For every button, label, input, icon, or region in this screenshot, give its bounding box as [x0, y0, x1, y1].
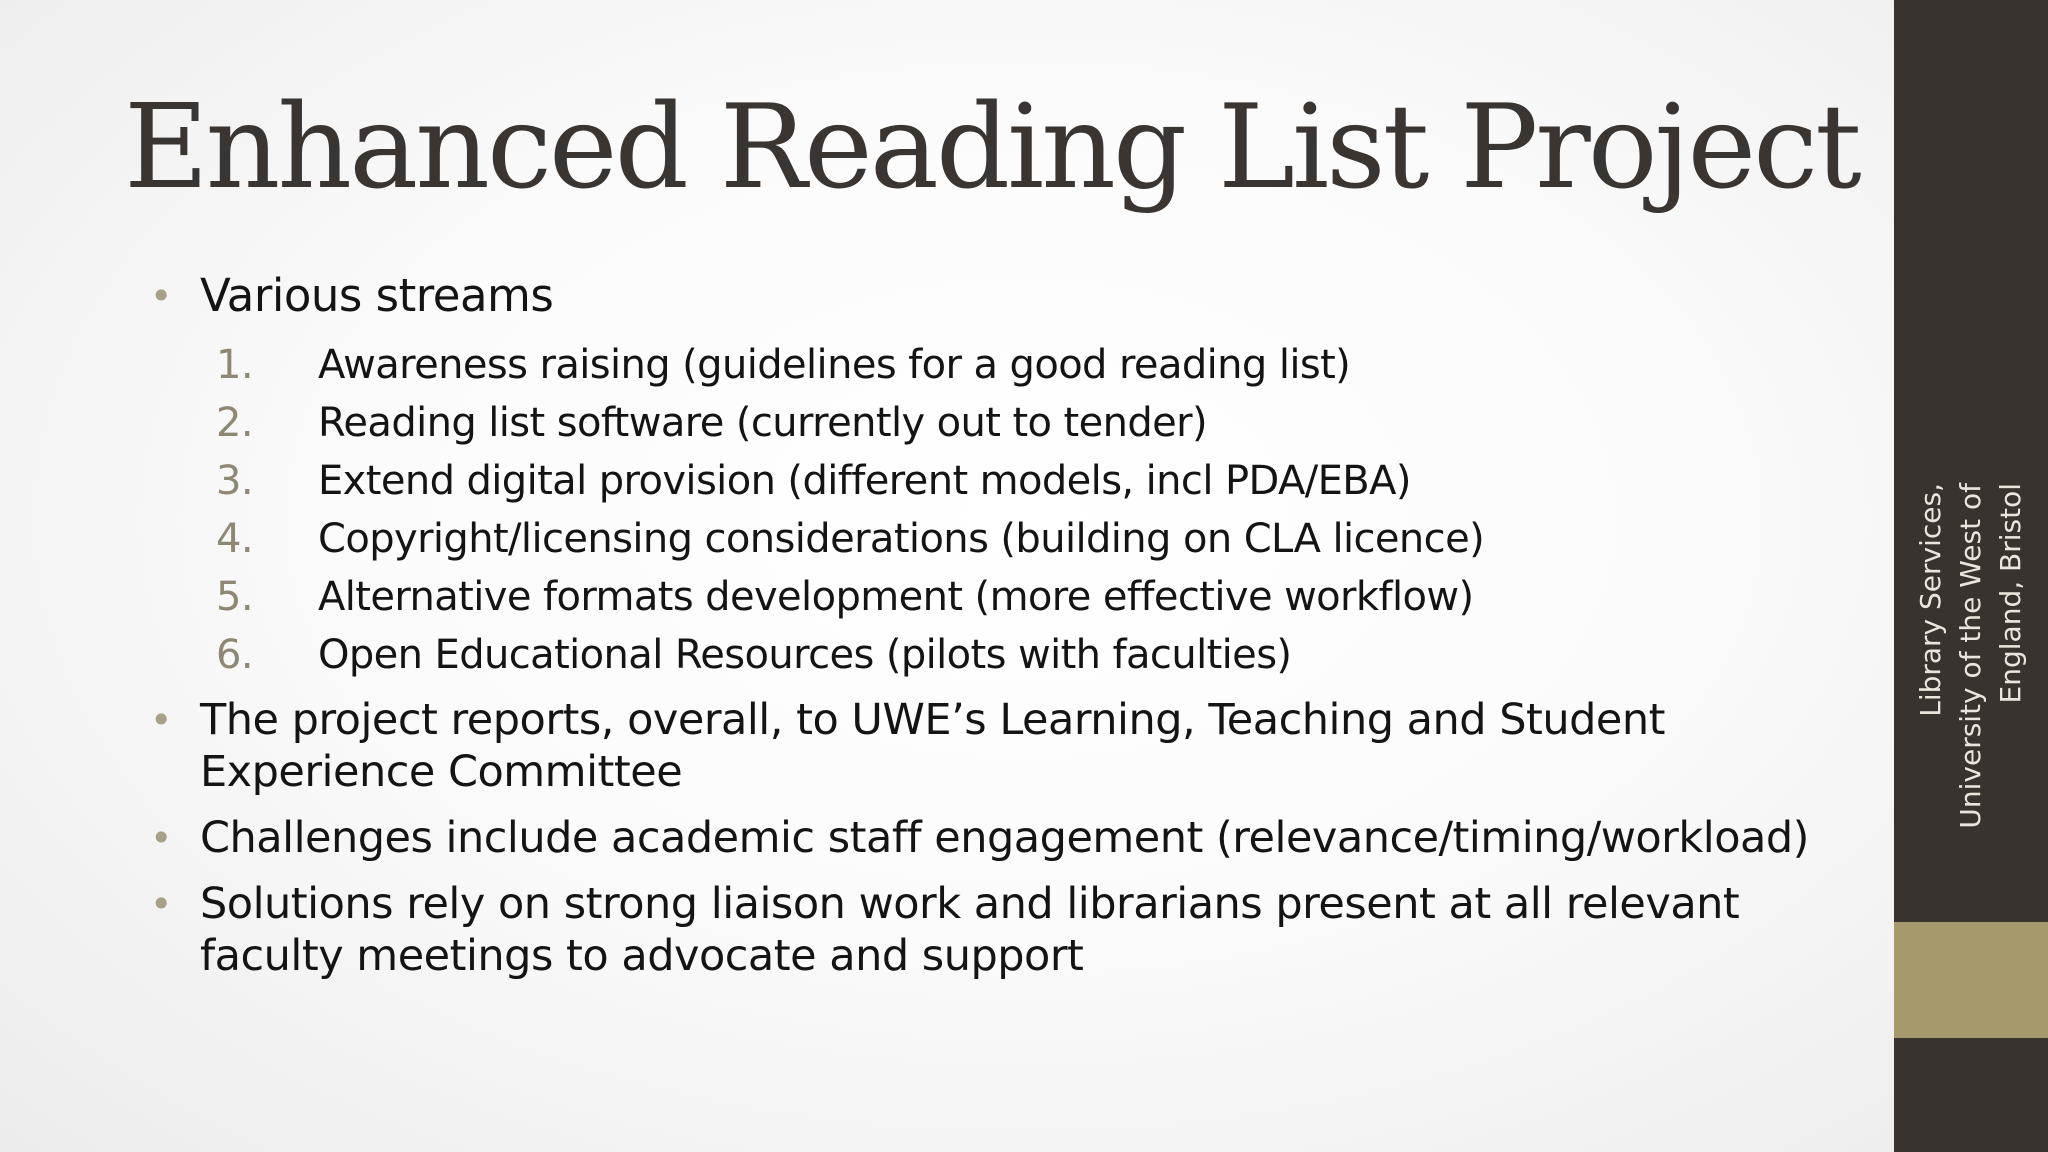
- stream-item: [216, 626, 1866, 684]
- stream-text: Copyright/licensing considerations (building on CLA licence): [318, 516, 1485, 562]
- streams-list: [216, 336, 1866, 684]
- stream-item: [216, 510, 1866, 568]
- bullet-text: Various streams: [200, 269, 554, 322]
- stream-item: [216, 336, 1866, 394]
- bullet-item: [146, 812, 1866, 864]
- stream-number: 2.: [216, 400, 253, 446]
- stream-item: [216, 452, 1866, 510]
- sidebar-line: Library Services,: [1914, 483, 1947, 717]
- bullet-dot-icon: •: [150, 274, 172, 318]
- stream-number: 3.: [216, 458, 253, 504]
- sidebar-line: England, Bristol: [1994, 483, 2027, 704]
- bullet-text: Challenges include academic staff engagement (relevance/timing/workload): [200, 813, 1809, 863]
- slide-content: [146, 270, 1866, 996]
- bullet-item: [146, 694, 1866, 798]
- stream-number: 6.: [216, 632, 253, 678]
- stream-text: Open Educational Resources (pilots with faculties): [318, 632, 1292, 678]
- bullet-dot-icon: •: [150, 816, 172, 860]
- stream-item: [216, 394, 1866, 452]
- stream-number: 4.: [216, 516, 253, 562]
- bullet-text: Solutions rely on strong liaison work and librarians present at all relevant faculty meetings to advocate and support: [200, 879, 1740, 981]
- stream-number: 1.: [216, 342, 253, 388]
- stream-text: Awareness raising (guidelines for a good reading list): [318, 342, 1351, 388]
- slide-title: Enhanced Reading List Project: [124, 80, 1859, 215]
- bullet-dot-icon: •: [150, 698, 172, 742]
- side-bar: [1894, 0, 2048, 1152]
- bullet-item: [146, 270, 1866, 322]
- stream-number: 5.: [216, 574, 253, 620]
- sidebar-caption: [1911, 483, 2031, 923]
- stream-text: Extend digital provision (different models, incl PDA/EBA): [318, 458, 1411, 504]
- stream-item: [216, 568, 1866, 626]
- bullet-item: [146, 878, 1866, 982]
- stream-text: Reading list software (currently out to tender): [318, 400, 1208, 446]
- bullet-dot-icon: •: [150, 882, 172, 926]
- sidebar-line: University of the West of: [1954, 483, 1987, 829]
- side-accent-block: [1894, 922, 2048, 1038]
- bullet-text: The project reports, overall, to UWE’s Learning, Teaching and Student Experience Committee: [200, 695, 1665, 797]
- stream-text: Alternative formats development (more effective workflow): [318, 574, 1474, 620]
